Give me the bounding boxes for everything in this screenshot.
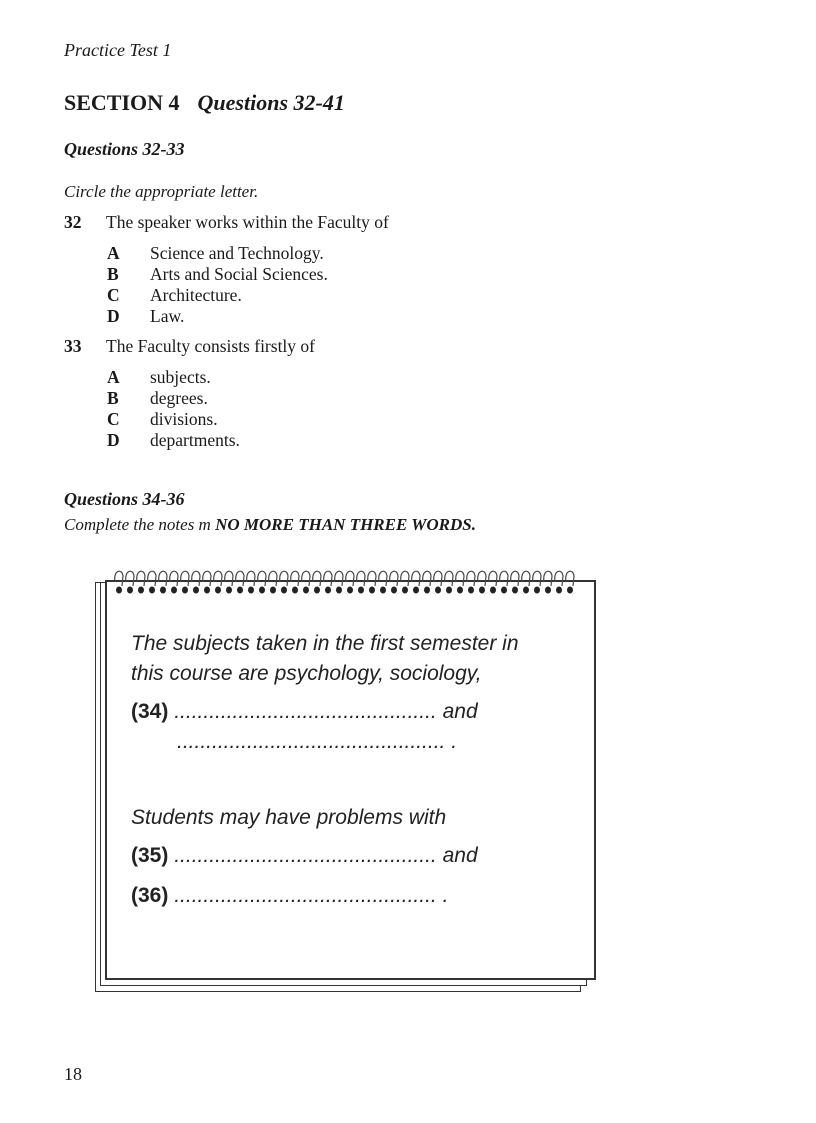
option-text: divisions. (150, 409, 218, 429)
option-text: departments. (150, 430, 240, 450)
notepad (95, 566, 595, 996)
option-text: degrees. (150, 388, 208, 408)
note-line-2: this course are psychology, sociology, (131, 662, 482, 685)
section-label: SECTION 4 (64, 90, 180, 115)
note-line-1: The subjects taken in the first semester in (131, 632, 519, 655)
blank-36[interactable] (131, 884, 448, 908)
question-text: The Faculty consists firstly of (106, 336, 316, 356)
option-letter: A (107, 243, 120, 263)
option-letter: B (107, 264, 119, 284)
page-number: 18 (64, 1064, 82, 1084)
blank-dots: ............................................. and (168, 844, 478, 867)
questions-32-33-heading: Questions 32-33 (64, 139, 185, 159)
running-header: Practice Test 1 (64, 40, 172, 60)
question-33 (64, 336, 315, 357)
blank-dots: ............................................. and (168, 700, 478, 723)
section-subtitle: Questions 32-41 (197, 90, 345, 115)
blank-dots: ............................................. . (168, 884, 449, 907)
option-c[interactable] (107, 409, 240, 430)
option-c[interactable] (107, 285, 328, 306)
section-title (64, 90, 345, 116)
spiral-binding-icon (111, 566, 585, 596)
question-33-options (107, 367, 240, 451)
option-b[interactable] (107, 264, 328, 285)
option-text: subjects. (150, 367, 211, 387)
instruction-text: Complete the notes m (64, 515, 216, 534)
instruction-complete-notes (64, 515, 476, 535)
option-letter: B (107, 388, 119, 408)
question-number: 33 (64, 336, 82, 356)
option-text: Arts and Social Sciences. (150, 264, 328, 284)
blank-35[interactable] (131, 844, 478, 868)
option-d[interactable] (107, 306, 328, 327)
question-text: The speaker works within the Faculty of (106, 212, 389, 232)
blank-label: (36) (131, 884, 169, 907)
instruction-emphasis: NO MORE THAN THREE WORDS. (215, 515, 476, 534)
blank-34[interactable] (131, 700, 478, 724)
option-text: Law. (150, 306, 185, 326)
option-b[interactable] (107, 388, 240, 409)
blank-label: (34) (131, 700, 169, 723)
option-text: Science and Technology. (150, 243, 324, 263)
instruction-circle-letter: Circle the appropriate letter. (64, 182, 259, 201)
question-32-options (107, 243, 328, 327)
blank-label: (35) (131, 844, 169, 867)
option-letter: D (107, 430, 120, 450)
question-32 (64, 212, 389, 233)
note-line-3: Students may have problems with (131, 806, 447, 829)
option-letter: A (107, 367, 120, 387)
option-letter: C (107, 285, 120, 305)
option-letter: C (107, 409, 120, 429)
questions-34-36-heading: Questions 34-36 (64, 489, 185, 509)
option-letter: D (107, 306, 120, 326)
question-number: 32 (64, 212, 82, 232)
option-d[interactable] (107, 430, 240, 451)
option-a[interactable] (107, 243, 328, 264)
option-a[interactable] (107, 367, 240, 388)
blank-34-continuation[interactable]: .............................................. . (177, 730, 458, 753)
option-text: Architecture. (150, 285, 242, 305)
